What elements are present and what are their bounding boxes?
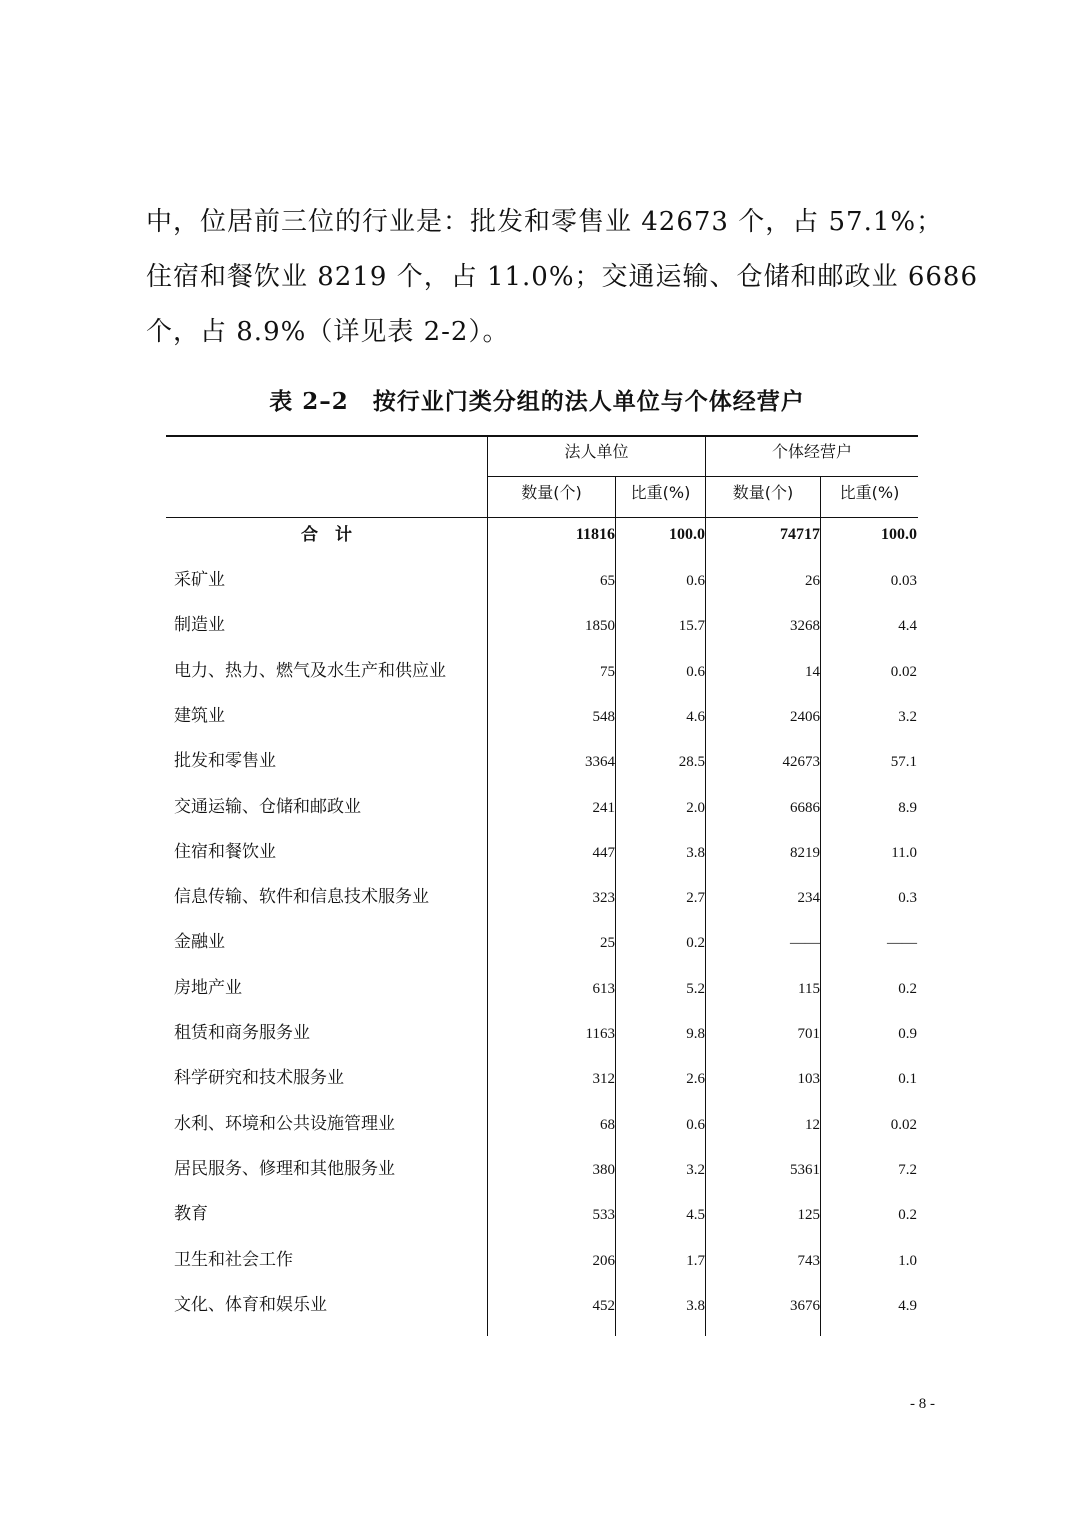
row-label: 批发和零售业 [174,751,276,771]
cell-household-count: 42673 [782,754,820,770]
row-label: 房地产业 [174,978,242,998]
row-label: 制造业 [174,615,225,635]
cell-household-share: 0.2 [898,1207,917,1223]
cell-household-share: 4.4 [898,618,917,634]
cell-household-count: 8219 [790,845,820,861]
cell-household-share: 0.02 [890,664,917,680]
cell-legal-count: 1163 [585,1026,615,1042]
cell-household-count: 3268 [790,618,820,634]
table-title: 表 2–2 按行业门类分组的法人单位与个体经营户 [269,388,805,415]
cell-legal-count: 206 [592,1253,615,1269]
cell-household-count: 5361 [790,1162,820,1178]
cell-household-share: 0.3 [898,890,917,906]
cell-legal-share: 5.2 [686,981,705,997]
paragraph-line-2: 住宿和餐饮业 8219 个，占 11.0%；交通运输、仓储和邮政业 6686 [146,262,978,292]
cell-legal-count: 241 [592,800,615,816]
cell-legal-share: 28.5 [678,754,705,770]
header-bottom-rule [166,517,918,518]
cell-legal-share: 0.2 [686,935,705,951]
row-label: 信息传输、软件和信息技术服务业 [174,887,429,907]
total-legal-count: 11816 [575,526,615,543]
row-label: 交通运输、仓储和邮政业 [174,797,361,817]
cell-household-count: 26 [805,573,820,589]
total-household-count: 74717 [780,526,820,543]
sub-header-share: 比重(%) [630,483,691,502]
page-number: - 8 - [910,1396,935,1412]
group-header-rule [487,476,918,477]
cell-legal-count: 380 [592,1162,615,1178]
cell-legal-share: 2.7 [686,890,705,906]
cell-household-count: 125 [797,1207,820,1223]
row-label: 居民服务、修理和其他服务业 [174,1159,395,1179]
cell-household-count: 3676 [790,1298,820,1314]
cell-household-share: —— [887,935,917,951]
cell-household-count: 6686 [790,800,820,816]
cell-legal-share: 4.5 [686,1207,705,1223]
cell-household-count: 12 [805,1117,820,1133]
cell-legal-share: 0.6 [686,1117,705,1133]
sub-header-count: 数量(个) [732,483,794,502]
total-legal-share: 100.0 [669,526,705,543]
cell-legal-share: 3.8 [686,845,705,861]
cell-household-count: 14 [805,664,820,680]
cell-household-count: —— [790,935,820,951]
cell-legal-count: 613 [592,981,615,997]
sub-header-count: 数量(个) [521,483,582,502]
cell-legal-share: 3.2 [686,1162,705,1178]
cell-household-share: 3.2 [898,709,917,725]
cell-legal-share: 1.7 [686,1253,705,1269]
table-top-rule [166,435,918,437]
cell-household-share: 4.9 [898,1298,917,1314]
row-label: 电力、热力、燃气及水生产和供应业 [174,661,446,681]
row-label: 文化、体育和娱乐业 [174,1295,327,1315]
row-label: 租赁和商务服务业 [174,1023,310,1043]
cell-legal-share: 0.6 [686,664,705,680]
cell-household-count: 103 [797,1071,820,1087]
row-label: 水利、环境和公共设施管理业 [174,1114,395,1134]
row-label: 建筑业 [174,706,225,726]
group-header-individual-households: 个体经营户 [771,442,852,461]
row-label: 科学研究和技术服务业 [174,1068,344,1088]
cell-legal-count: 312 [592,1071,615,1087]
paragraph-line-3: 个，占 8.9%（详见表 2-2）。 [146,317,510,347]
cell-legal-share: 2.6 [686,1071,705,1087]
cell-household-share: 57.1 [890,754,917,770]
cell-legal-count: 65 [600,573,615,589]
group-header-legal-units: 法人单位 [564,442,629,461]
cell-legal-count: 323 [592,890,615,906]
cell-household-count: 234 [797,890,820,906]
cell-household-share: 1.0 [898,1253,917,1269]
cell-legal-count: 548 [592,709,615,725]
cell-legal-count: 75 [600,664,615,680]
total-row-label: 合 计 [301,525,352,545]
cell-household-share: 0.9 [898,1026,917,1042]
cell-legal-count: 68 [600,1117,615,1133]
row-label: 住宿和餐饮业 [174,842,276,862]
cell-legal-count: 452 [592,1298,615,1314]
cell-legal-count: 447 [592,845,615,861]
cell-legal-share: 0.6 [686,573,705,589]
cell-legal-count: 1850 [585,618,615,634]
cell-household-count: 743 [797,1253,820,1269]
paragraph-line-1: 中，位居前三位的行业是：批发和零售业 42673 个，占 57.1%； [146,207,944,237]
cell-household-count: 115 [798,981,820,997]
cell-legal-share: 2.0 [686,800,705,816]
cell-household-share: 8.9 [898,800,917,816]
cell-legal-share: 9.8 [686,1026,705,1042]
total-household-share: 100.0 [881,526,917,543]
row-label: 教育 [174,1204,208,1224]
cell-household-count: 701 [797,1026,820,1042]
cell-household-share: 0.02 [890,1117,917,1133]
cell-legal-share: 3.8 [686,1298,705,1314]
sub-header-share: 比重(%) [839,483,900,502]
cell-household-count: 2406 [790,709,820,725]
row-label: 金融业 [174,932,225,952]
row-label: 采矿业 [174,570,225,590]
cell-household-share: 0.2 [898,981,917,997]
cell-legal-count: 25 [600,935,615,951]
cell-household-share: 0.03 [890,573,917,589]
cell-household-share: 11.0 [891,845,917,861]
cell-household-share: 0.1 [898,1071,917,1087]
cell-legal-count: 533 [592,1207,615,1223]
cell-legal-share: 4.6 [686,709,705,725]
cell-legal-share: 15.7 [678,618,705,634]
cell-legal-count: 3364 [585,754,615,770]
row-label: 卫生和社会工作 [174,1250,293,1270]
cell-household-share: 7.2 [898,1162,917,1178]
